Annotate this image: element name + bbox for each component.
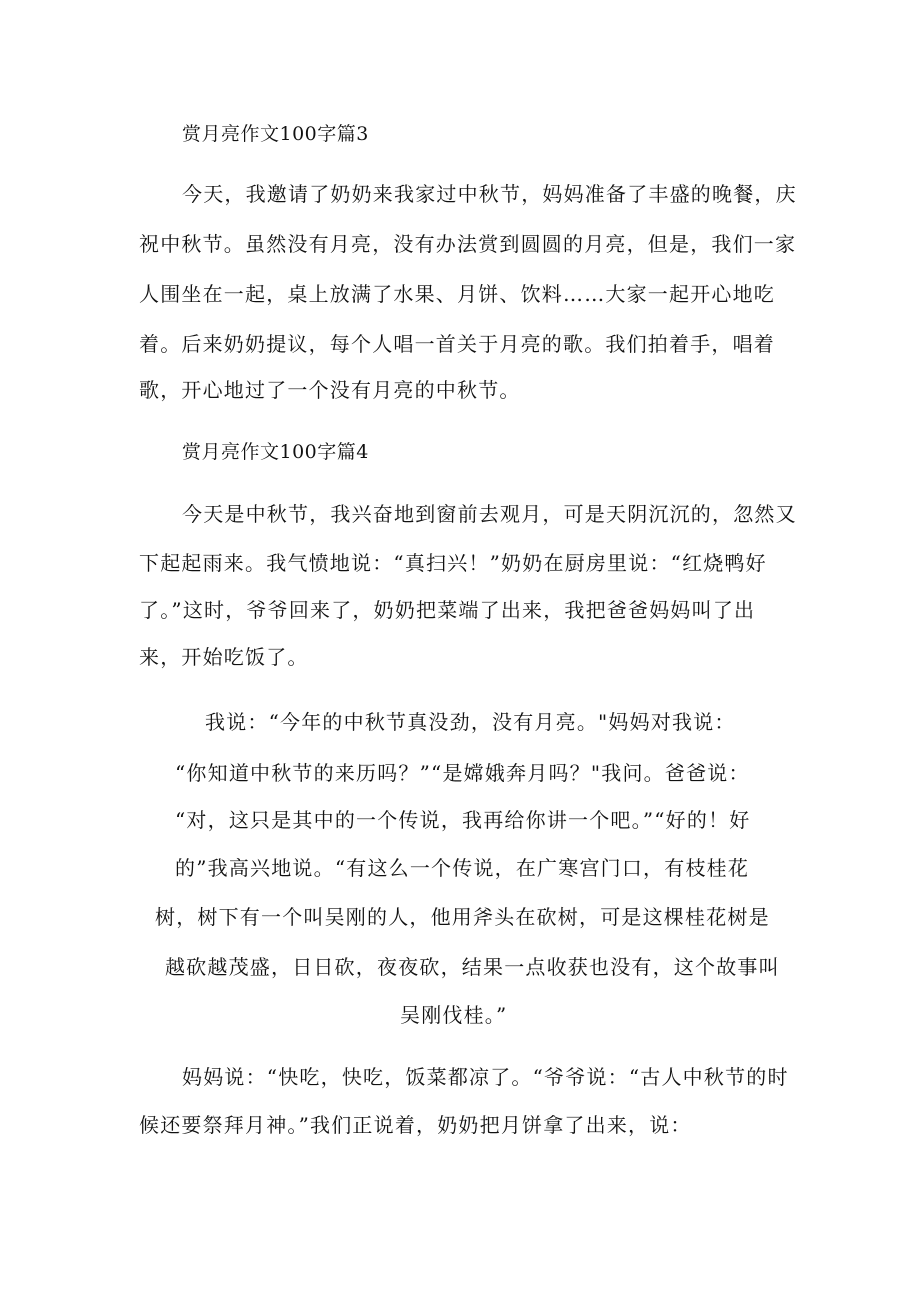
paragraph-line: 树，树下有一个叫吴刚的人，他用斧头在砍树，可是这棵桂花树是 [155,905,770,929]
paragraph-line: 吴刚伐桂。” [400,1003,508,1027]
paragraph-line: “对，这只是其中的一个传说，我再给你讲一个吧。”“好的！好 [175,808,751,832]
paragraph-line: 我说：“今年的中秋节真没劲，没有月亮。"妈妈对我说： [205,710,736,734]
paragraph-line: 人围坐在一起，桌上放满了水果、月饼、饮料……大家一起开心地吃 [139,282,775,306]
paragraph-line: 了。”这时，爷爷回来了，奶奶把菜端了出来，我把爸爸妈妈叫了出 [139,598,756,622]
paragraph-line: 下起起雨来。我气愤地说：“真扫兴！”奶奶在厨房里说：“红烧鸭好 [139,551,767,575]
section-heading-3: 赏月亮作文100字篇3 [182,123,369,145]
paragraph-line: 越砍越茂盛，日日砍，夜夜砍，结果一点收获也没有，这个故事叫 [165,955,780,979]
section-heading-4: 赏月亮作文100字篇4 [182,441,369,463]
paragraph-line: 来，开始吃饭了。 [139,645,309,669]
paragraph-line: 今天是中秋节，我兴奋地到窗前去观月，可是天阴沉沉的，忽然又 [182,502,797,526]
paragraph-line: 歌，开心地过了一个没有月亮的中秋节。 [139,378,521,402]
paragraph-line: 的”我高兴地说。“有这么一个传说，在广寒宫门口，有枝桂花 [175,856,750,880]
paragraph-line: 祝中秋节。虽然没有月亮，没有办法赏到圆圆的月亮，但是，我们一家 [139,232,797,256]
paragraph-line: 妈妈说：“快吃，快吃，饭菜都凉了。“爷爷说：“古人中秋节的时 [182,1065,789,1089]
paragraph-line: 今天，我邀请了奶奶来我家过中秋节，妈妈准备了丰盛的晚餐，庆 [182,182,797,206]
paragraph-line: “你知道中秋节的来历吗？”“是嫦娥奔月吗？"我问。爸爸说： [175,761,750,785]
paragraph-line: 着。后来奶奶提议，每个人唱一首关于月亮的歌。我们拍着手，唱着 [139,332,775,356]
paragraph-line: 候还要祭拜月神。”我们正说着，奶奶把月饼拿了出来，说： [139,1113,692,1137]
